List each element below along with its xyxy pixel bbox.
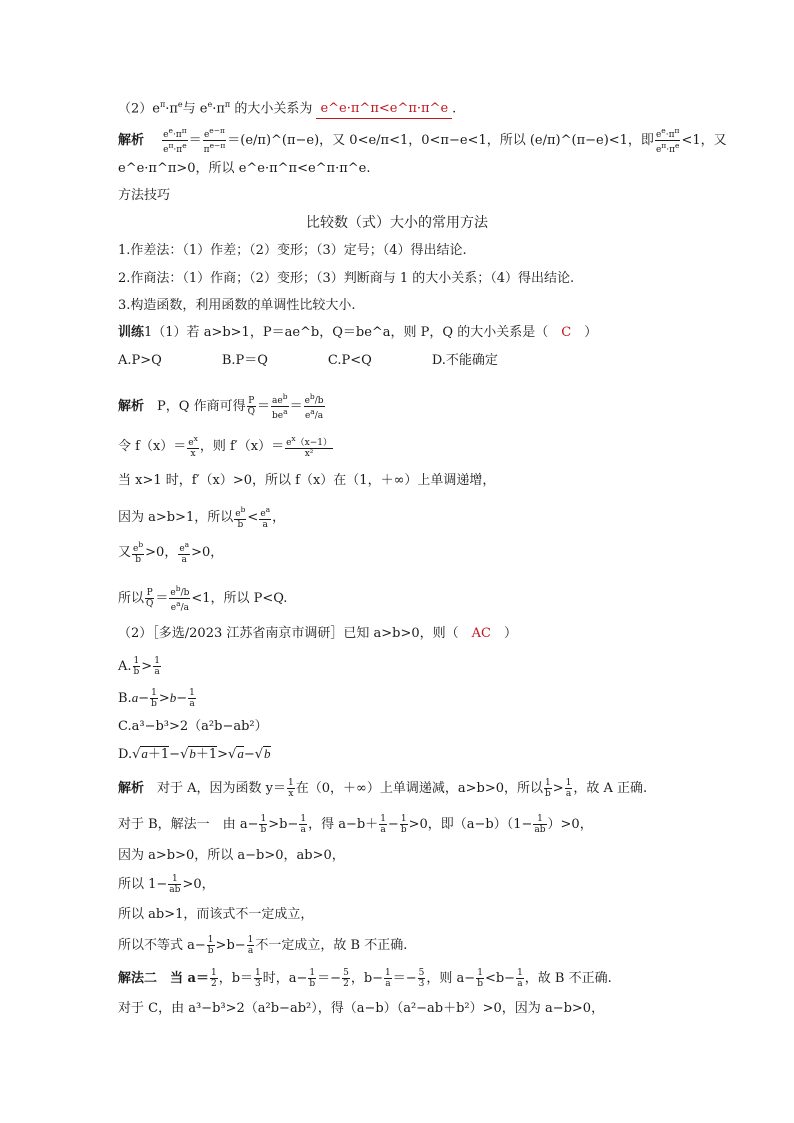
- option-a: A. $\frac{1}{b}$ > $\frac{1}{a}$: [118, 656, 160, 677]
- option-b: B.a− $\frac{1}{b}$ >b− $\frac{1}{a}$: [118, 688, 195, 709]
- method-2: 2.作商法：（1）作商；（2）变形；（3）判断商与 1 的大小关系；（4）得出结论.: [118, 271, 575, 286]
- solution-line-1: 解析 P，Q 作商可得 $\frac{P}{Q}$ ＝ $\frac{ae^b}{be^a}$ ＝ $\frac{e^b/b}{e^a/a}$: [118, 392, 324, 421]
- analysis-b-4: 所以 ab>1，而该式不一定成立，: [118, 907, 314, 922]
- question-2-answer: AC: [471, 626, 491, 641]
- training-answer: C: [561, 325, 572, 340]
- method-1: 1.作差法：（1）作差；（2）变形；（3）定号；（4）得出结论.: [118, 243, 467, 258]
- analysis-b-3: 所以 1− $\frac{1}{ab}$ >0，: [118, 874, 215, 895]
- solution-line-2: 令 f（x）＝ $\frac{e^x}{x}$ ，则 f′（x）＝ $\frac{e^x(x-1)}{\text{x²}}$: [118, 434, 332, 459]
- analysis-b-2: 因为 a>b>0，所以 a−b>0，ab>0，: [118, 848, 345, 863]
- analysis-b-5: 所以不等式 a− $\frac{1}{b}$ >b− $\frac{1}{a}$ 不一定成立，故 B 不正确.: [118, 935, 408, 956]
- analysis-b-method-2: 解法二 当 a＝ $\frac{1}{2}$ ，b＝ $\frac{1}{3}$ 时，a− $\frac{1}{b}$ ＝− $\frac{5}{2}$ ，b− $\frac{1}{a}$ ＝− $\frac{5}{3}$ ，则 a− $\frac{1}{b}$ <b− $\frac{1}{a}$ ，故 B 不正确.: [118, 968, 612, 989]
- training-options: A.P>Q B.P＝Q C.P<Q D.不能确定: [118, 353, 498, 368]
- analysis-a: 解析 对于 A，因为函数 y＝ $\frac{1}{x}$ 在（0，＋∞）上单调递减，a>b>0，所以 $\frac{1}{b}$ > $\frac{1}{a}$ ，故 A 正确.: [118, 778, 648, 799]
- method-tips-label: 方法技巧: [118, 188, 171, 203]
- analysis-c: 对于 C，由 a³−b³>2（a²b−ab²），得（a−b）（a²−ab＋b²）>0，因为 a−b>0，: [118, 1001, 605, 1016]
- method-3: 3.构造函数，利用函数的单调性比较大小.: [118, 298, 356, 313]
- section-title: 比较数（式）大小的常用方法: [306, 215, 488, 231]
- analysis-line-2: e^e·π^π>0，所以 e^e·π^π<e^π·π^e.: [118, 161, 371, 176]
- solution-line-3: 当 x>1 时，f′（x）>0，所以 f（x）在（1，＋∞）上单调递增，: [118, 473, 496, 488]
- analysis-line-1: 解析 $\frac{e^e\cdot\pi^\pi}{e^\pi\cdot\pi^e}$ ＝ $\frac{e^{e-\pi}}{\pi^{e-\pi}}$ ＝(e/π)^(π−e)，又 0<e/π<1，0<π−e<1，所以 (e/π)^(π−e)<1，即 $\frac{e^e\cdot\pi^\pi}{e^\pi\cdot\pi^e}$ <1，又: [118, 126, 727, 155]
- question-2-multi: （2）［多选/2023 江苏省南京市调研］已知 a>b>0，则（ AC ）: [118, 626, 518, 641]
- solution-line-4: 因为 a>b>1，所以 $\frac{e^b}{b}$ < $\frac{e^a}{a}$ ，: [118, 505, 286, 530]
- question-2-line: $(2)e^\pi\cdot\pi^e$与 $e^e\cdot\pi^\pi$ 的大小关系为 e^e·π^π<e^π·π^e .: [118, 96, 644, 119]
- solution-line-6: 所以 $\frac{P}{Q}$ ＝ $\frac{e^b/b}{e^a/a}$ <1，所以 P<Q.: [118, 584, 288, 613]
- answer-blank: e^e·π^π<e^π·π^e: [316, 100, 452, 119]
- option-d: D.√a＋1−√b＋1>√a−√b: [118, 746, 271, 762]
- solution-line-5: 又 $\frac{e^b}{b}$ >0， $\frac{e^a}{a}$ >0，: [118, 540, 224, 565]
- analysis-b-1: 对于 B，解法一 由 a− $\frac{1}{b}$ >b− $\frac{1}{a}$ ，得 a−b＋ $\frac{1}{a}$ − $\frac{1}{b}$ >0，即（a−b）（1− $\frac{1}{ab}$ ）>0，: [118, 814, 593, 835]
- option-c: C.a³−b³>2（a²b−ab²）: [118, 719, 268, 734]
- training-question: 训练1（1）若 a>b>1，P＝ae^b，Q＝be^a，则 P，Q 的大小关系是（ C ）: [118, 325, 598, 340]
